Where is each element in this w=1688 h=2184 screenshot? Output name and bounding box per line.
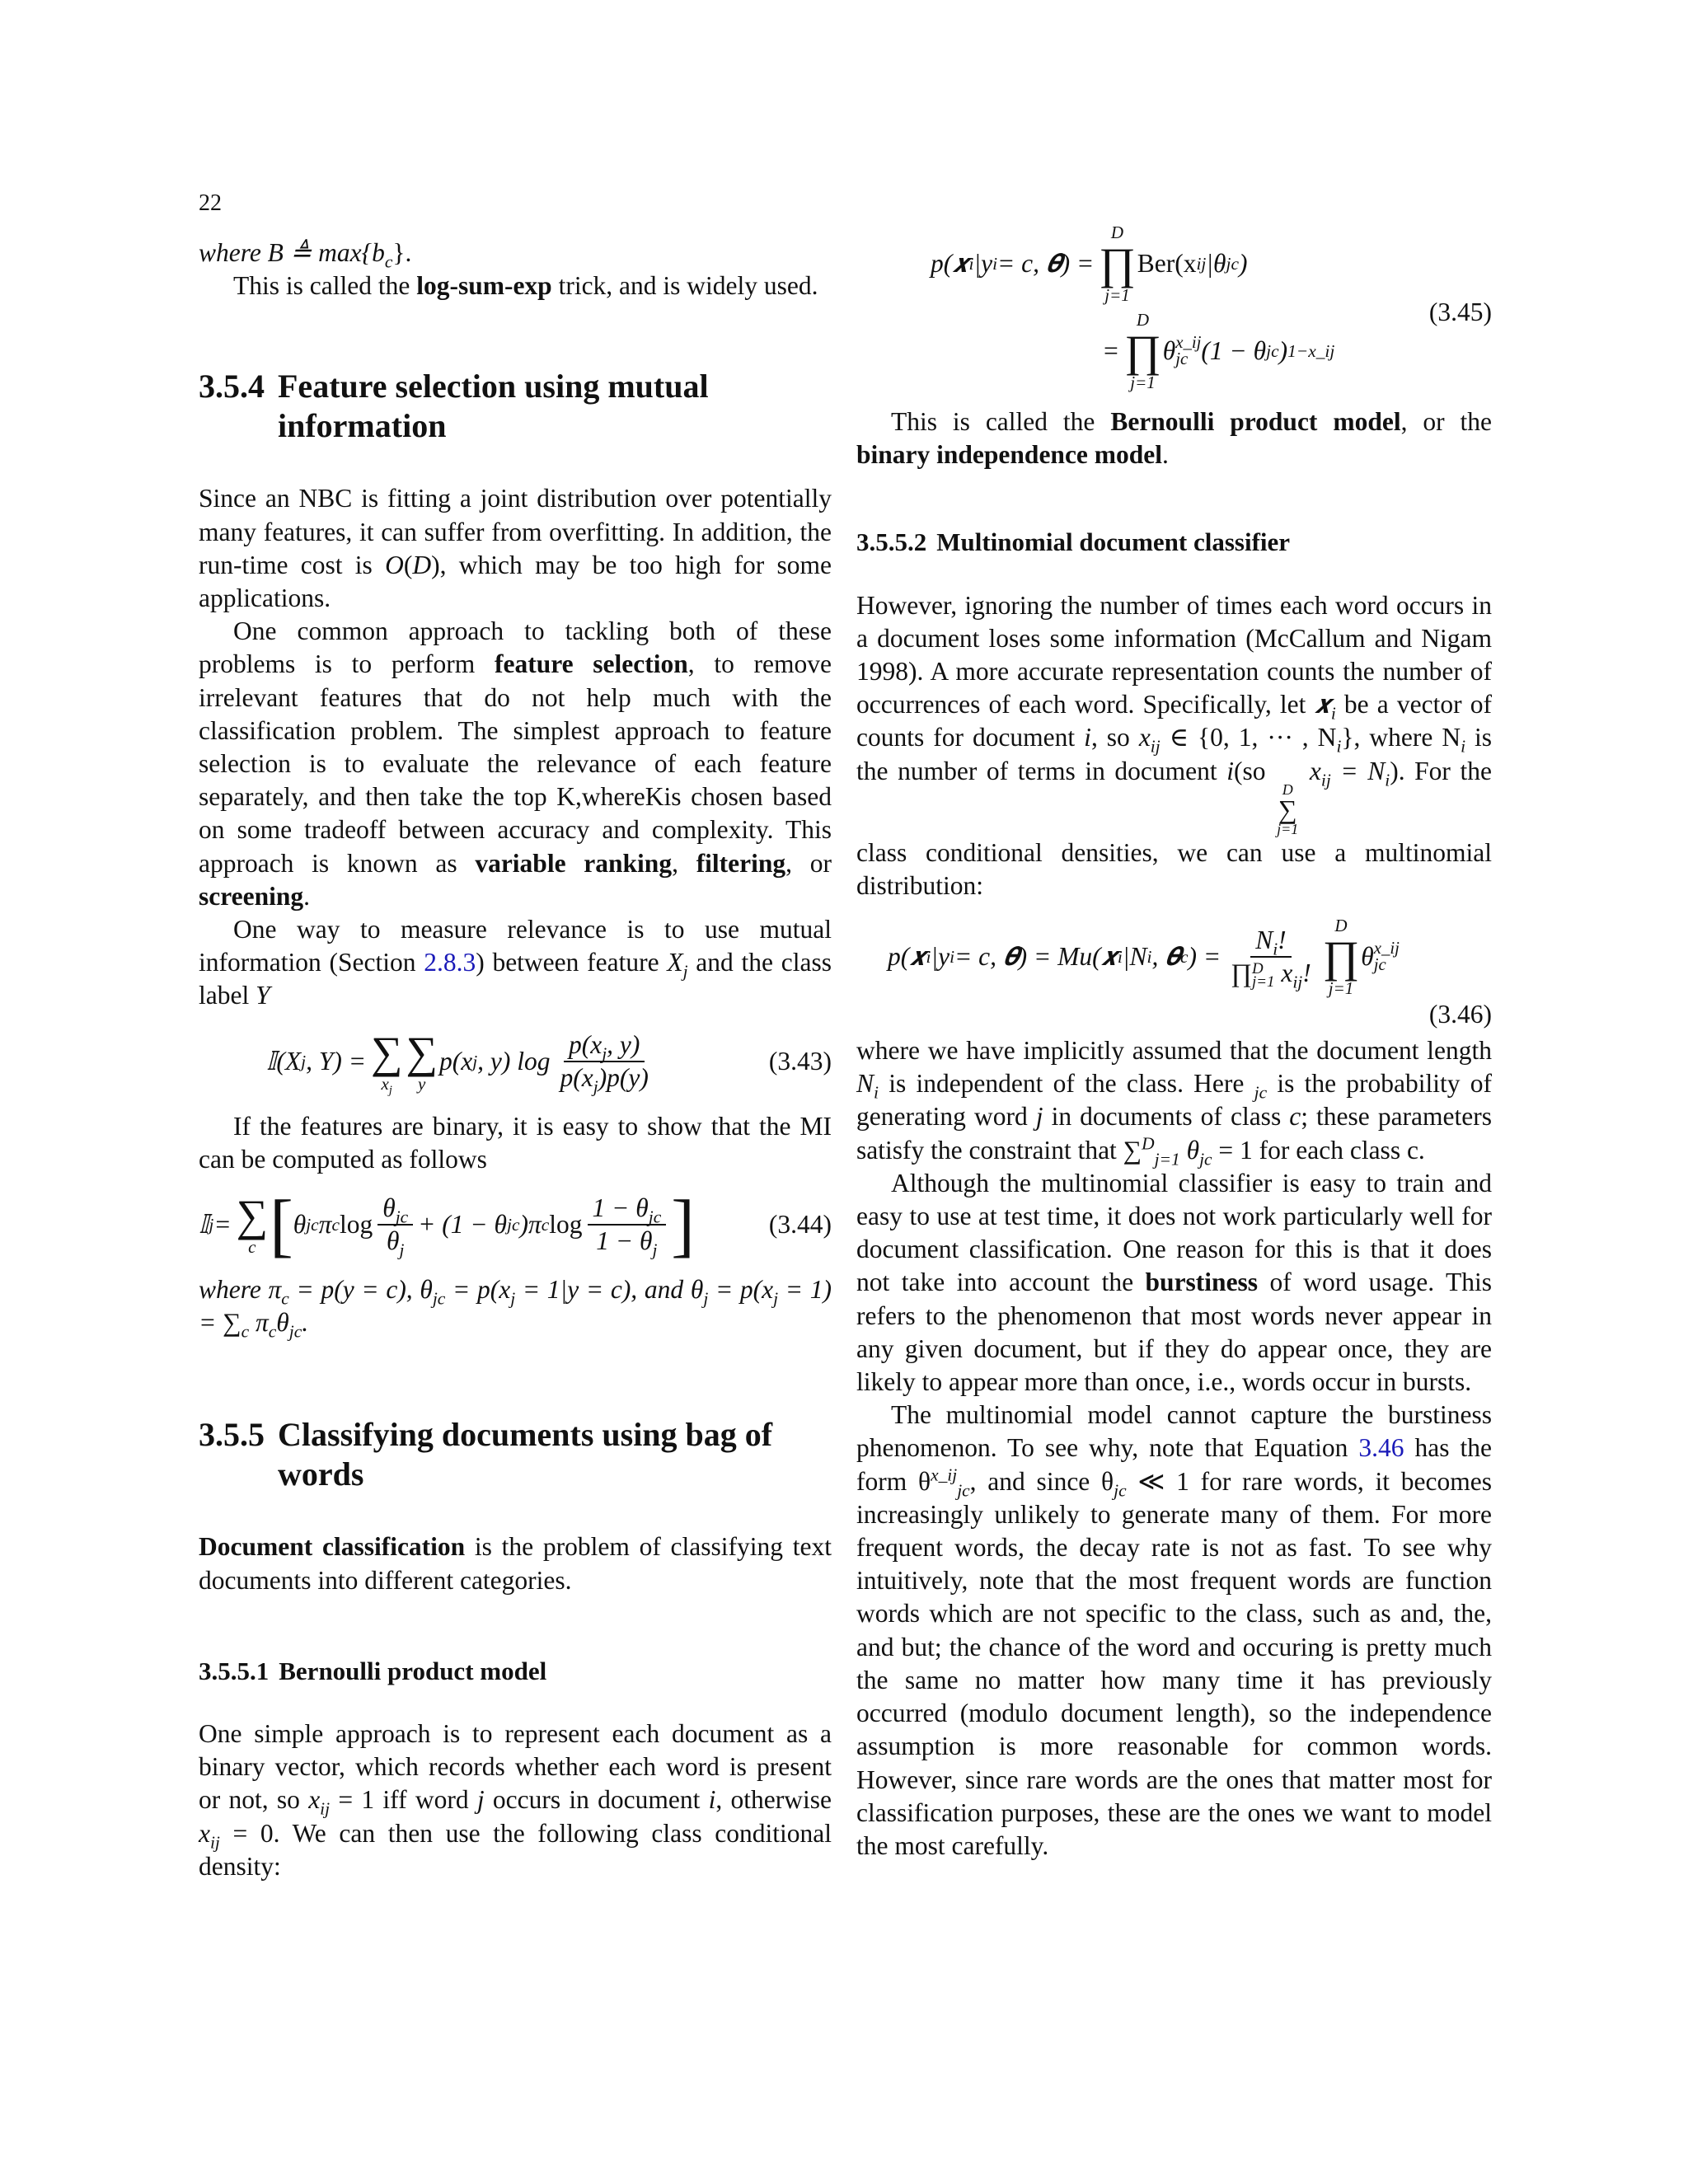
- fraction: $\frac{\theta_{jc}}{\theta_j}$: [377, 1193, 413, 1257]
- left-bracket: [: [270, 1185, 293, 1265]
- right-bracket: ]: [671, 1185, 695, 1265]
- paragraph-bernoulli-intro: One simple approach is to represent each document as a binary vector, which records whether each word is present or not, so $x_{ij} = 1$ iff word j occurs in document i, otherwise $x_{ij} = 0$. We can then use the following class conditional density:: [199, 1719, 832, 1881]
- sum-operator: ∑ $x_j$: [370, 1027, 403, 1097]
- fraction: $\frac{p(x_j, y)}{p(x_j)p(y)}$: [560, 1029, 649, 1096]
- section-heading-3-5-5: 3.5.5 Classifying documents using bag of words: [199, 1416, 773, 1493]
- paragraph-doc-length: where we have implicitly assumed that the document length $N_i$ is independent of the class. Here $_{jc}$ is the probability of generating word j in documents of class c; these parameters satisfy the constraint that ∑$^D_{j=1}$ $\theta_{jc} = 1$ for each class c.: [856, 1036, 1492, 1169]
- section-heading-3-5-4: 3.5.4 Feature selection using mutual information: [199, 368, 709, 445]
- equation-3-45: p(𝒙 i |y i = c, 𝜽) = D ∏ j=1 Ber(x ij |θ jc ) = D ∏ j=1 θ x_ij jc (1 − θ jc ) 1−x_ij (3.45): [931, 223, 1492, 392]
- equation-number: (3.46): [1428, 1000, 1492, 1029]
- equation-number: (3.44): [768, 1209, 832, 1239]
- sum-operator: ∑ y: [406, 1027, 438, 1094]
- fraction: $N_i$! ∏ D j=1 $x_{ij}$!: [1231, 926, 1311, 992]
- product-operator: D ∏ j=1: [1099, 223, 1136, 305]
- sum-operator: D ∑ j=1: [1277, 780, 1299, 837]
- subsection-heading-3-5-5-2: 3.5.5.2 Multinomial document classifier: [856, 527, 1291, 557]
- paragraph-multinomial-intro: However, ignoring the number of times each word occurs in a document loses some information (McCallum and Nigam 1998). A more accurate representation counts the number of occurrences of each word. Specifically, let 𝒙$_i$ be a vector of counts for document i, so $x_{ij}$ ∈ {0, 1, ··· , $N_i$}, where $N_i$ is the number of terms in document i(so D ∑ j=1 $x_{ij} = N_i$). For the class conditional densities, we can use a multinomial distribution:: [856, 590, 1493, 900]
- equation-3-46: p(𝒙 i |y i = c, 𝜽) = Mu(𝒙 i |N i , 𝜽 c ) = $N_i$! ∏ D j=1 $x_{ij}$! D ∏ j=1 θ x_ij jc (3.46): [856, 911, 1492, 1034]
- paragraph-bernoulli-name: This is called the Bernoulli product model, or the binary independence model.: [856, 407, 1492, 470]
- paragraph-burstiness: Although the multinomial classifier is easy to train and easy to use at test time, it does not work particularly well for document classification. One reason for this is that it does not take into account the burstiness of word usage. This refers to the phenomenon that most words never appear in any given document, but if they do appear once, they are likely to appear more than once, i.e., words occur in bursts.: [856, 1168, 1492, 1397]
- intro-paragraph-1: where B ≜ $\max\{b_c\}$.: [199, 238, 412, 272]
- intro-paragraph-2: This is called the log-sum-exp trick, and is widely used.: [233, 271, 818, 301]
- fraction: $\frac{1 - \theta_{jc}}{1 - \theta_j}$: [588, 1193, 667, 1257]
- page-number: 22: [199, 190, 222, 216]
- equation-number: (3.45): [1428, 298, 1492, 326]
- equation-number: (3.43): [768, 1046, 832, 1076]
- paragraph-mutual-info: One way to measure relevance is to use mutual information (Section 2.8.3) between feature $X_j$ and the class label Y: [199, 915, 832, 1010]
- equation-3-43: 𝕀(X j , Y) = ∑ $x_j$ ∑ y p(x j , y) log $\frac{p(x_j, y)}{p(x_j)p(y)}$ (3.43): [266, 1027, 832, 1097]
- paragraph-nbc: Since an NBC is fitting a joint distribution over potentially many features, it can suffer from overfitting. In addition, the run-time cost is O(D), which may be too high for some applications.: [199, 484, 832, 613]
- paragraph-feature-selection: One common approach to tackling both of these problems is to perform feature selection, to remove irrelevant features that do not help much with the classification problem. The simplest approach to feature selection is to evaluate the relevance of each feature separately, and then take the top K,whereKis chosen based on some tradeoff between accuracy and complexity. This approach is known as variable ranking, filtering, or screening.: [199, 616, 832, 911]
- paragraph-burstiness-explained: The multinomial model cannot capture the burstiness phenomenon. To see why, note that Equation 3.46 has the form $\theta^{x\_ij}_{jc}$, and since $\theta_{jc}$ ≪ 1 for rare words, it becomes increasingly unlikely to generate many of them. For more frequent words, the decay rate is not as fast. To see why intuitively, note that the most frequent words are function words which are not specific to the class, such as and, the, and but; the chance of the word and occuring is pretty much the same no matter how many time it has previously occurred (modulo document length), so the independence assumption is more reasonable for common words. However, since rare words are the ones that matter most for classification purposes, these are the ones we want to model the most carefully.: [856, 1400, 1492, 1860]
- section-link-2-8-3[interactable]: 2.8.3: [424, 948, 476, 977]
- equation-3-44: 𝕀 j = ∑ c [ θ jc π c log $\frac{\theta_{jc}}{\theta_j}$ + (1 − θ jc )π c log $\frac{1 - \theta_{jc}}{1 - \theta_j}$ ] (3.44): [199, 1185, 832, 1265]
- subsection-heading-3-5-5-1: 3.5.5.1 Bernoulli product model: [199, 1656, 547, 1685]
- equation-link-3-46[interactable]: 3.46: [1358, 1433, 1404, 1463]
- product-operator: D ∏ j=1: [1124, 310, 1161, 392]
- paragraph-pi-theta-def: where $\pi_c = p(y = c)$, $\theta_{jc} = p(x_j = 1|y = c)$, and $\theta_j = p(x_j = 1) = \sum_c$ $\pi_c\theta_{jc}$.: [199, 1275, 832, 1342]
- product-operator: D ∏ j=1: [1322, 916, 1360, 999]
- paragraph-binary-mi: If the features are binary, it is easy to show that the MI can be computed as follows: [199, 1111, 832, 1174]
- left-column: [199, 237, 832, 1883]
- paragraph-document-classification: Document classification is the problem of classifying text documents into different categories.: [199, 1532, 832, 1595]
- right-column: [856, 224, 1492, 1863]
- sum-operator: ∑ c: [236, 1191, 269, 1258]
